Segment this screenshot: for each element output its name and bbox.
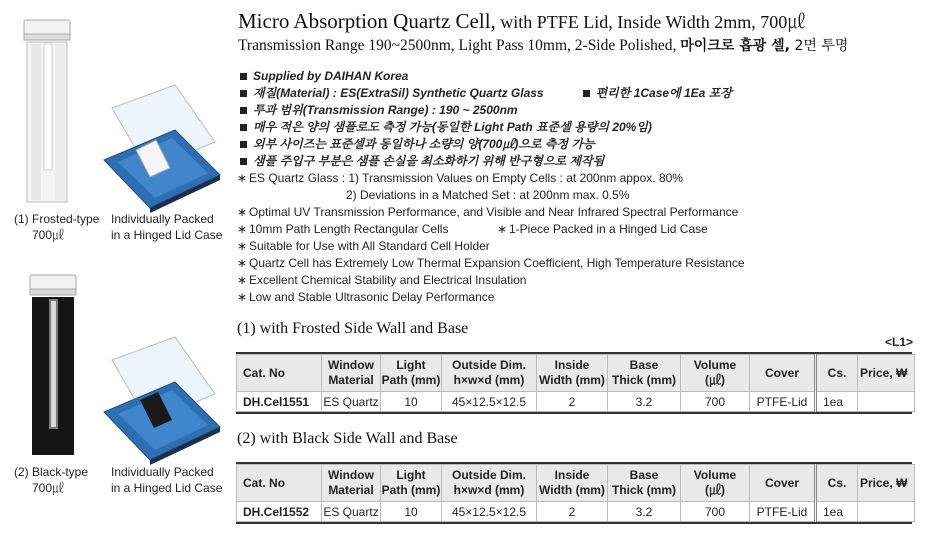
caption-line: (1) Frosted-type xyxy=(14,212,100,226)
bullet-square-icon xyxy=(240,107,247,114)
header-light xyxy=(381,465,442,502)
table-bottom-rule xyxy=(236,412,912,414)
feature-text: Suitable for Use with All Standard Cell Holder xyxy=(249,239,490,253)
table-header-row xyxy=(237,355,915,392)
feature-text: ES Quartz Glass : 1) Transmission Values on Empty Cells : at 200nm appox. 80% xyxy=(249,171,683,185)
feature-item xyxy=(237,187,917,204)
feature-item xyxy=(237,289,917,306)
feature-text: 편리한 1Case에 1Ea 포장 xyxy=(595,86,732,100)
header-text: Window xyxy=(328,468,374,482)
header-text: h×w×d (mm) xyxy=(453,373,525,387)
caption-line: in a Hinged Lid Case xyxy=(111,228,223,242)
product-subtitle xyxy=(238,35,848,55)
feature-item xyxy=(237,238,917,255)
feature-text: 매우 적은 양의 샘플로도 측정 가능(동일한 Light Path 표준셀 용량의 20%임) xyxy=(253,120,652,134)
subtitle-kr-bold: 마이크로 흡광 셀, xyxy=(680,38,790,54)
header-text: Width (mm) xyxy=(539,483,605,497)
cell-base: 3.2 xyxy=(608,392,681,412)
header-text: (㎕) xyxy=(705,373,725,387)
bullet-square-icon xyxy=(240,73,247,80)
feature-item xyxy=(237,272,917,289)
header-price: Price, ₩ xyxy=(858,465,915,502)
header-volume xyxy=(681,355,750,392)
header-text: Material xyxy=(328,373,374,387)
header-cs: Cs. xyxy=(816,465,858,502)
cell-inside: 2 xyxy=(537,502,608,522)
feature-text: Low and Stable Ultrasonic Delay Performance xyxy=(249,290,495,304)
header-text: Base xyxy=(629,468,659,482)
cell-price xyxy=(858,502,915,522)
header-text: Volume xyxy=(693,358,737,372)
spec-table-black xyxy=(236,464,915,522)
feature-item xyxy=(237,85,917,102)
bullet-square-icon xyxy=(240,90,247,97)
table-row xyxy=(237,502,915,522)
caption-line: 700㎕ xyxy=(32,481,65,495)
header-cover: Cover xyxy=(750,355,816,392)
header-light xyxy=(381,355,442,392)
header-text: Light xyxy=(396,358,426,372)
title-rest: with PTFE Lid, Inside Width 2mm, 700㎕ xyxy=(495,12,806,32)
feature-text: 10mm Path Length Rectangular Cells xyxy=(249,222,449,236)
header-text: Thick (mm) xyxy=(611,373,676,387)
feature-text: 샘플 주입구 부분은 샘플 손실을 최소화하기 위해 반구형으로 제작됨 xyxy=(253,154,605,168)
asterisk-icon: ∗ xyxy=(497,222,508,236)
header-volume xyxy=(681,465,750,502)
feature-text: 재질(Material) : ES(ExtraSil) Synthetic Quartz Glass xyxy=(253,86,544,100)
table-tag: <L1> xyxy=(885,335,914,349)
header-inside xyxy=(537,465,608,502)
bullet-square-icon xyxy=(583,90,590,97)
cell-cat: DH.Cel1552 xyxy=(237,502,322,522)
asterisk-icon: ∗ xyxy=(237,222,248,236)
black-caption xyxy=(14,464,88,496)
cell-cs: 1ea xyxy=(816,392,858,412)
feature-text: 2) Deviations in a Matched Set : at 200nm max. 0.5% xyxy=(346,188,630,202)
header-text: h×w×d (mm) xyxy=(453,483,525,497)
header-text: Window xyxy=(328,358,374,372)
feature-item xyxy=(237,255,917,272)
header-text: Outside Dim. xyxy=(451,468,526,482)
feature-text: Excellent Chemical Stability and Electrical Insulation xyxy=(249,273,527,287)
feature-text: Supplied by DAIHAN Korea xyxy=(253,69,409,83)
bullet-square-icon xyxy=(240,141,247,148)
frosted-caption xyxy=(14,211,99,243)
feature-list xyxy=(237,68,917,306)
feature-item xyxy=(237,136,917,153)
subtitle-main: Transmission Range 190~2500nm, Light Pass 10mm, 2-Side Polished, xyxy=(238,37,681,54)
bullet-square-icon xyxy=(240,124,247,131)
black-case-caption xyxy=(111,464,222,496)
cell-light: 10 xyxy=(381,502,442,522)
header-text: Width (mm) xyxy=(539,373,605,387)
header-text: Inside xyxy=(554,468,590,482)
section-title-black: (2) with Black Side Wall and Base xyxy=(237,430,458,447)
header-text: Volume xyxy=(693,468,737,482)
feature-item xyxy=(237,68,917,85)
cell-volume: 700 xyxy=(681,392,750,412)
cell-cover: PTFE-Lid xyxy=(750,502,816,522)
caption-line: Individually Packed xyxy=(111,212,214,226)
feature-item xyxy=(237,170,917,187)
header-text: Base xyxy=(629,358,659,372)
feature-item xyxy=(237,119,917,136)
caption-line: 700㎕ xyxy=(32,228,65,242)
cell-outside: 45×12.5×12.5 xyxy=(442,392,537,412)
feature-text: Optimal UV Transmission Performance, and Visible and Near Infrared Spectral Performance xyxy=(249,205,739,219)
header-text: (㎕) xyxy=(705,483,725,497)
black-cuvette-image xyxy=(30,275,76,455)
product-images xyxy=(0,0,230,542)
feature-text: 투과 범위(Transmission Range) : 190 ~ 2500nm xyxy=(253,103,518,117)
caption-line: in a Hinged Lid Case xyxy=(111,481,223,495)
header-price: Price, ₩ xyxy=(858,355,915,392)
frosted-case-caption xyxy=(111,211,222,243)
cell-cat: DH.Cel1551 xyxy=(237,392,322,412)
cell-window: ES Quartz xyxy=(322,392,381,412)
cell-base: 3.2 xyxy=(608,502,681,522)
table-bottom-rule xyxy=(236,522,912,524)
subtitle-kr: 2면 투명 xyxy=(790,38,849,54)
feature-item xyxy=(237,153,917,170)
header-window xyxy=(322,355,381,392)
cell-cs: 1ea xyxy=(816,502,858,522)
header-text: Path (mm) xyxy=(381,483,441,497)
header-outside xyxy=(442,355,537,392)
asterisk-icon: ∗ xyxy=(237,239,248,253)
table-header-row xyxy=(237,465,915,502)
feature-text: 1-Piece Packed in a Hinged Lid Case xyxy=(509,222,708,236)
product-title xyxy=(238,8,805,34)
header-text: Outside Dim. xyxy=(451,358,526,372)
feature-item xyxy=(237,102,917,119)
header-outside xyxy=(442,465,537,502)
cell-window: ES Quartz xyxy=(322,502,381,522)
header-inside xyxy=(537,355,608,392)
cell-volume: 700 xyxy=(681,502,750,522)
header-base xyxy=(608,355,681,392)
feature-item xyxy=(237,204,917,221)
header-text: Light xyxy=(396,468,426,482)
hinged-case-image xyxy=(104,337,220,465)
header-text: Material xyxy=(328,483,374,497)
bullet-square-icon xyxy=(240,158,247,165)
hinged-case-image xyxy=(104,85,220,213)
header-cover: Cover xyxy=(750,465,816,502)
cell-price xyxy=(858,392,915,412)
asterisk-icon: ∗ xyxy=(237,273,248,287)
cell-cover: PTFE-Lid xyxy=(750,392,816,412)
header-cs: Cs. xyxy=(816,355,858,392)
asterisk-icon: ∗ xyxy=(237,205,248,219)
asterisk-icon: ∗ xyxy=(237,256,248,270)
header-cat: Cat. No xyxy=(237,465,322,502)
caption-line: Individually Packed xyxy=(111,465,214,479)
header-text: Inside xyxy=(554,358,590,372)
spec-table-frosted xyxy=(236,354,915,412)
cell-light: 10 xyxy=(381,392,442,412)
cell-outside: 45×12.5×12.5 xyxy=(442,502,537,522)
feature-item xyxy=(237,221,917,238)
header-window xyxy=(322,465,381,502)
header-text: Path (mm) xyxy=(381,373,441,387)
feature-text: 외부 사이즈는 표준셀과 동일하나 소량의 양(700㎕)으로 측정 가능 xyxy=(253,137,595,151)
title-main: Micro Absorption Quartz Cell, xyxy=(238,9,496,33)
cell-inside: 2 xyxy=(537,392,608,412)
header-base xyxy=(608,465,681,502)
section-title-frosted: (1) with Frosted Side Wall and Base xyxy=(237,320,469,337)
header-cat: Cat. No xyxy=(237,355,322,392)
feature-text: Quartz Cell has Extremely Low Thermal Expansion Coefficient, High Temperature Resistance xyxy=(249,256,745,270)
header-text: Thick (mm) xyxy=(611,483,676,497)
asterisk-icon: ∗ xyxy=(237,290,248,304)
asterisk-icon: ∗ xyxy=(237,171,248,185)
caption-line: (2) Black-type xyxy=(14,465,89,479)
table-row xyxy=(237,392,915,412)
frosted-cuvette-image xyxy=(24,20,70,202)
